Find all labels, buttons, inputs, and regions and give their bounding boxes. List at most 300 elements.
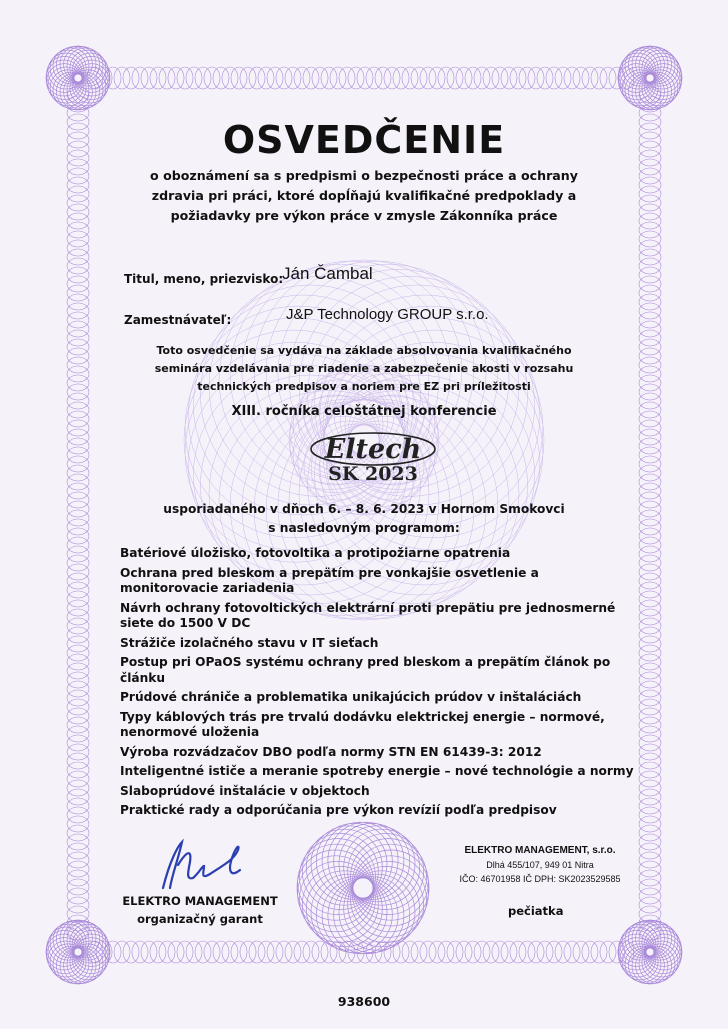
border-loop (258, 941, 274, 963)
program-item: Prúdové chrániče a problematika unikajúcich prúdov v inštaláciách (120, 690, 582, 704)
border-loop (67, 474, 89, 490)
border-loop (67, 843, 89, 859)
border-loop (67, 906, 89, 922)
organizer-name: ELEKTRO MANAGEMENT (122, 894, 278, 908)
border-loop (639, 744, 661, 760)
border-loop (67, 672, 89, 688)
border-loop (402, 941, 418, 963)
border-loop (123, 67, 139, 89)
border-loop (501, 941, 517, 963)
border-loop (67, 528, 89, 544)
border-loop (474, 67, 490, 89)
border-loop (639, 276, 661, 292)
border-loop (231, 67, 247, 89)
border-loop (67, 321, 89, 337)
border-loop (639, 249, 661, 265)
border-loop (564, 67, 580, 89)
border-loop (639, 780, 661, 796)
certificate-title: OSVEDČENIE (222, 118, 506, 162)
border-loop (600, 67, 616, 89)
program-item: Batériové úložisko, fotovoltika a protipožiarne opatrenia (120, 546, 511, 560)
border-loop (639, 420, 661, 436)
border-loop (150, 941, 166, 963)
border-loop (537, 941, 553, 963)
border-loop (67, 510, 89, 526)
border-loop (339, 67, 355, 89)
border-loop (67, 276, 89, 292)
border-loop (639, 483, 661, 499)
border-loop (366, 67, 382, 89)
border-loop (67, 294, 89, 310)
border-loop (618, 941, 634, 963)
corner-rosette-loop (646, 934, 682, 970)
border-loop (67, 483, 89, 499)
border-loop (639, 681, 661, 697)
border-loop (639, 834, 661, 850)
border-loop (501, 67, 517, 89)
border-loop (639, 672, 661, 688)
border-loop (67, 375, 89, 391)
border-loop (114, 67, 130, 89)
border-loop (285, 67, 301, 89)
border-loop (573, 67, 589, 89)
border-loop (639, 690, 661, 706)
border-loop (639, 636, 661, 652)
border-loop (483, 941, 499, 963)
border-loop (67, 780, 89, 796)
border-loop (67, 330, 89, 346)
stamp-label: pečiatka (508, 904, 564, 918)
border-loop (438, 67, 454, 89)
certificate-subtitle (150, 166, 578, 226)
border-loop (639, 591, 661, 607)
organizer-role: organizačný garant (137, 912, 263, 926)
border-loop (159, 941, 175, 963)
corner-rosette-loop (46, 60, 82, 96)
border-loop (67, 582, 89, 598)
border-loop (67, 897, 89, 913)
border-loop (528, 67, 544, 89)
border-loop (249, 941, 265, 963)
border-loop (600, 941, 616, 963)
border-loop (639, 546, 661, 562)
border-loop (67, 879, 89, 895)
border-loop (67, 690, 89, 706)
border-loop (67, 384, 89, 400)
border-loop (510, 67, 526, 89)
corner-rosette-loop (632, 948, 668, 984)
border-loop (639, 726, 661, 742)
border-loop (639, 465, 661, 481)
border-loop (639, 366, 661, 382)
border-loop (639, 519, 661, 535)
border-loop (276, 941, 292, 963)
corner-rosette-loop (46, 934, 82, 970)
border-loop (67, 825, 89, 841)
border-loop (67, 213, 89, 229)
border-loop (639, 177, 661, 193)
border-loop (67, 735, 89, 751)
program-item: Výroba rozvádzačov DBO podľa normy STN EN 61439-3: 2012 (120, 744, 542, 759)
border-loop (67, 627, 89, 643)
border-loop (555, 941, 571, 963)
border-loop (195, 941, 211, 963)
border-loop (639, 798, 661, 814)
border-loop (456, 941, 472, 963)
border-loop (67, 600, 89, 616)
subtitle-line: zdravia pri práci, ktoré dopĺňajú kvalifikačné predpoklady a (151, 188, 577, 203)
border-loop (321, 67, 337, 89)
conference-name: XIII. ročníka celoštátnej konferencie (231, 404, 497, 419)
border-loop (639, 897, 661, 913)
border-loop (639, 384, 661, 400)
border-loop (303, 67, 319, 89)
border-loop (67, 456, 89, 472)
border-loop (67, 492, 89, 508)
border-loop (639, 573, 661, 589)
border-loop (67, 717, 89, 733)
logo-text-top: Eltech (324, 434, 422, 465)
border-loop (67, 798, 89, 814)
border-loop (411, 67, 427, 89)
border-loop (67, 366, 89, 382)
border-loop (639, 645, 661, 661)
signature-image (163, 842, 240, 888)
subtitle-line: požiadavky pre výkon práce v zmysle Zákonníka práce (170, 208, 558, 223)
border-loop (249, 67, 265, 89)
border-loop (67, 348, 89, 364)
border-loop (195, 67, 211, 89)
border-loop (639, 582, 661, 598)
border-loop (639, 708, 661, 724)
border-loop (67, 168, 89, 184)
border-loop (582, 941, 598, 963)
program-item: Postup pri OPaOS systému ochrany pred bleskom a prepätím článok po článku (120, 655, 611, 685)
border-loop (639, 285, 661, 301)
border-loop (519, 67, 535, 89)
border-loop (67, 240, 89, 256)
border-loop (67, 357, 89, 373)
border-loop (330, 67, 346, 89)
border-loop (639, 240, 661, 256)
border-loop (159, 67, 175, 89)
border-loop (639, 213, 661, 229)
program-item: Návrh ochrany fotovoltických elektrární proti prepätiu pre jednosmerné siete do 1500 V DC (120, 600, 616, 630)
border-loop (276, 67, 292, 89)
border-loop (528, 941, 544, 963)
border-loop (67, 177, 89, 193)
border-loop (639, 375, 661, 391)
border-loop (474, 941, 490, 963)
border-loop (639, 474, 661, 490)
border-loop (639, 312, 661, 328)
border-loop (67, 753, 89, 769)
border-loop (639, 699, 661, 715)
border-loop (639, 555, 661, 571)
border-loop (67, 636, 89, 652)
corner-rosette-loop (618, 934, 654, 970)
border-loop (312, 941, 328, 963)
border-loop (639, 879, 661, 895)
border-loop (67, 591, 89, 607)
border-loop (639, 825, 661, 841)
border-loop (639, 492, 661, 508)
border-loop (67, 546, 89, 562)
border-loop (213, 67, 229, 89)
border-loop (67, 465, 89, 481)
border-loop (67, 222, 89, 238)
border-loop (312, 67, 328, 89)
border-loop (639, 294, 661, 310)
organizer-block (110, 892, 290, 928)
border-loop (639, 339, 661, 355)
border-loop (303, 941, 319, 963)
name-value: Ján Čambal (282, 264, 373, 283)
name-label: Titul, meno, priezvisko: (124, 272, 284, 286)
border-loop (285, 941, 301, 963)
border-loop (150, 67, 166, 89)
program-item: Slaboprúdové inštalácie v objektoch (120, 783, 370, 798)
border-loop (639, 438, 661, 454)
border-loop (67, 852, 89, 868)
border-loop (67, 663, 89, 679)
border-loop (639, 564, 661, 580)
border-loop (402, 67, 418, 89)
border-loop (114, 941, 130, 963)
border-loop (384, 67, 400, 89)
border-loop (639, 816, 661, 832)
border-loop (639, 204, 661, 220)
border-loop (67, 537, 89, 553)
border-loop (67, 699, 89, 715)
border-loop (546, 67, 562, 89)
border-loop (546, 941, 562, 963)
border-loop (67, 420, 89, 436)
issued-line: seminára vzdelávania pre riadenie a zabezpečenie akosti v rozsahu (154, 362, 574, 375)
border-loop (492, 67, 508, 89)
issued-line: technických predpisov a noriem pre EZ pri príležitosti (197, 380, 531, 393)
border-loop (639, 528, 661, 544)
border-loop (519, 941, 535, 963)
border-loop (639, 231, 661, 247)
border-loop (231, 941, 247, 963)
border-loop (429, 67, 445, 89)
border-loop (67, 285, 89, 301)
border-loop (447, 67, 463, 89)
program-item: Inteligentné ističe a meranie spotreby energie – nové technológie a normy (120, 764, 634, 778)
border-loop (483, 67, 499, 89)
border-loop (67, 195, 89, 211)
border-loop (573, 941, 589, 963)
border-loop (447, 941, 463, 963)
program-item: Strážiče izolačného stavu v IT sieťach (120, 635, 379, 650)
border-loop (639, 537, 661, 553)
border-loop (67, 762, 89, 778)
corner-rosette-loop (632, 920, 668, 956)
border-loop (411, 941, 427, 963)
border-loop (639, 501, 661, 517)
border-loop (639, 735, 661, 751)
border-loop (438, 941, 454, 963)
border-loop (267, 67, 283, 89)
border-loop (618, 67, 634, 89)
border-loop (639, 852, 661, 868)
serial-number: 938600 (337, 994, 391, 1009)
border-loop (639, 357, 661, 373)
border-loop (639, 267, 661, 283)
border-loop (67, 564, 89, 580)
stamp-ids: IČO: 46701958 IČ DPH: SK2023529585 (459, 874, 621, 884)
issued-line: Toto osvedčenie sa vydáva na základe absolvovania kvalifikačného (156, 344, 572, 357)
border-loop (67, 861, 89, 877)
border-loop (67, 789, 89, 805)
border-loop (67, 249, 89, 265)
border-loop (639, 771, 661, 787)
border-loop (67, 501, 89, 517)
border-loop (639, 186, 661, 202)
border-loop (456, 67, 472, 89)
border-loop (294, 67, 310, 89)
border-loop (639, 330, 661, 346)
border-loop (582, 67, 598, 89)
border-loop (639, 222, 661, 238)
border-loop (67, 888, 89, 904)
border-loop (141, 67, 157, 89)
logo-text-bottom: SK 2023 (328, 463, 418, 485)
border-loop (67, 807, 89, 823)
corner-rosette-loop (60, 948, 96, 984)
border-loop (67, 744, 89, 760)
border-loop (639, 663, 661, 679)
border-loop (537, 67, 553, 89)
border-loop (168, 941, 184, 963)
border-loop (67, 726, 89, 742)
held-statement (150, 500, 578, 538)
border-loop (357, 67, 373, 89)
border-loop (639, 168, 661, 184)
border-loop (294, 941, 310, 963)
border-loop (639, 510, 661, 526)
border-loop (330, 941, 346, 963)
subtitle-line: o oboznámení sa s predpismi o bezpečnosti práce a ochrany (150, 168, 578, 183)
border-loop (429, 941, 445, 963)
border-loop (420, 941, 436, 963)
border-loop (67, 654, 89, 670)
border-loop (420, 67, 436, 89)
border-loop (639, 348, 661, 364)
border-loop (240, 67, 256, 89)
border-loop (105, 67, 121, 89)
border-loop (555, 67, 571, 89)
border-loop (204, 67, 220, 89)
border-loop (213, 941, 229, 963)
border-loop (267, 941, 283, 963)
corner-rosette-loop (618, 60, 654, 96)
border-loop (67, 231, 89, 247)
border-loop (510, 941, 526, 963)
border-loop (168, 67, 184, 89)
stamp-company: ELEKTRO MANAGEMENT, s.r.o. (464, 845, 616, 856)
corner-rosette-loop (632, 46, 668, 82)
border-loop (639, 618, 661, 634)
border-loop (123, 941, 139, 963)
border-loop (141, 941, 157, 963)
border-loop (639, 807, 661, 823)
border-loop (67, 573, 89, 589)
company-stamp (440, 844, 640, 886)
employer-label: Zamestnávateľ: (124, 313, 232, 327)
border-loop (67, 204, 89, 220)
corner-rosette-loop (60, 74, 96, 110)
border-loop (67, 447, 89, 463)
border-loop (67, 186, 89, 202)
border-loop (465, 67, 481, 89)
border-loop (639, 321, 661, 337)
border-loop (639, 717, 661, 733)
border-loop (591, 941, 607, 963)
border-loop (222, 67, 238, 89)
border-loop (67, 555, 89, 571)
stamp-address: Dlhá 455/107, 949 01 Nitra (486, 860, 594, 870)
border-loop (639, 600, 661, 616)
border-loop (132, 941, 148, 963)
border-loop (639, 258, 661, 274)
border-loop (177, 67, 193, 89)
border-loop (222, 941, 238, 963)
corner-rosette-loop (60, 46, 96, 82)
border-loop (132, 67, 148, 89)
border-loop (240, 941, 256, 963)
corner-rosette-loop (74, 60, 110, 96)
program-item: Ochrana pred bleskom a prepätím pre vonkajšie osvetlenie a monitorovacie zariadenia (120, 565, 539, 595)
border-loop (639, 753, 661, 769)
issued-statement (150, 342, 578, 396)
border-loop (67, 816, 89, 832)
program-list (120, 546, 640, 823)
corner-rosette-loop (74, 934, 110, 970)
border-loop (67, 438, 89, 454)
border-loop (465, 941, 481, 963)
border-loop (348, 67, 364, 89)
border-loop (639, 429, 661, 445)
employer-value: J&P Technology GROUP s.r.o. (286, 306, 489, 323)
border-loop (67, 258, 89, 274)
border-loop (639, 447, 661, 463)
border-loop (639, 762, 661, 778)
border-loop (639, 303, 661, 319)
border-loop (393, 67, 409, 89)
border-loop (67, 339, 89, 355)
border-loop (177, 941, 193, 963)
border-loop (67, 681, 89, 697)
border-loop (639, 456, 661, 472)
border-loop (67, 771, 89, 787)
border-loop (564, 941, 580, 963)
border-loop (639, 789, 661, 805)
border-loop (67, 312, 89, 328)
border-loop (639, 870, 661, 886)
held-line: s nasledovným programom: (268, 521, 460, 535)
program-item: Typy káblových trás pre trvalú dodávku elektrickej energie – normové, nenormové uloženia (120, 709, 605, 739)
eltech-logo (311, 433, 435, 485)
border-loop (639, 195, 661, 211)
border-loop (67, 609, 89, 625)
border-loop (591, 67, 607, 89)
border-loop (492, 941, 508, 963)
border-loop (67, 267, 89, 283)
program-item: Praktické rady a odporúčania pre výkon revízií podľa predpisov (120, 803, 557, 817)
border-loop (186, 941, 202, 963)
